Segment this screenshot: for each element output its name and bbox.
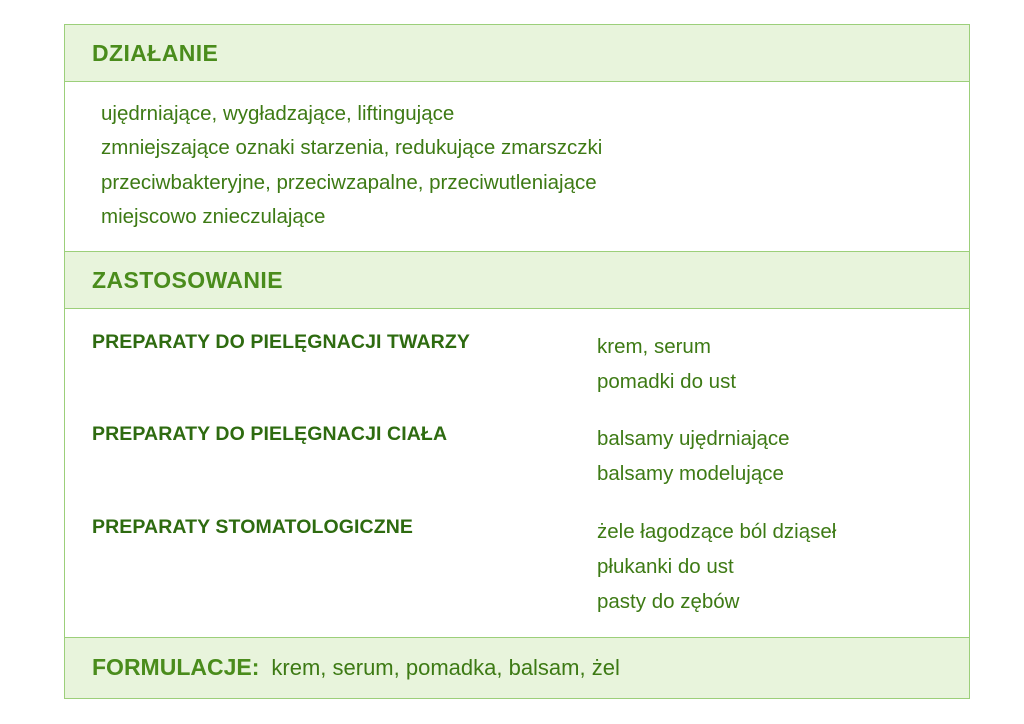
formulations-label: FORMULACJE: [92,654,260,681]
use-items [597,329,736,400]
application-title: ZASTOSOWANIE [92,266,283,293]
use-items [597,514,836,620]
list-item: płukanki do ust [597,554,734,578]
use-category-label: PREPARATY STOMATOLOGICZNE [92,515,414,538]
effect-line: zmniejszające oznaki starzenia, redukujące zmarszczki [101,136,603,160]
effect-line: ujędrniające, wygładzające, liftingujące [101,101,455,125]
list-item: pomadki do ust [597,369,737,393]
effects-title: DZIAŁANIE [92,40,219,66]
info-table [64,24,970,699]
table-row [65,421,969,492]
formulations-value: krem, serum, pomadka, balsam, żel [271,655,620,681]
list-item: balsamy modelujące [597,462,784,486]
list-item: żele łagodzące ból dziąseł [597,519,837,543]
effect-line: przeciwbakteryjne, przeciwzapalne, przeciwutleniające [101,170,597,194]
effects-body [65,82,969,252]
effects-header-band [65,25,969,82]
table-row [65,514,969,620]
list-item: krem, serum [597,334,711,358]
use-category-label: PREPARATY DO PIELĘGNACJI TWARZY [92,330,470,353]
use-category-label: PREPARATY DO PIELĘGNACJI CIAŁA [92,423,448,445]
formulations-band [65,638,969,698]
use-items [597,421,790,492]
effect-line: miejscowo znieczulające [101,205,326,229]
list-item: balsamy ujędrniające [597,427,790,450]
application-body [65,309,969,639]
list-item: pasty do zębów [597,590,740,613]
application-header-band [65,252,969,309]
table-row [65,329,969,400]
